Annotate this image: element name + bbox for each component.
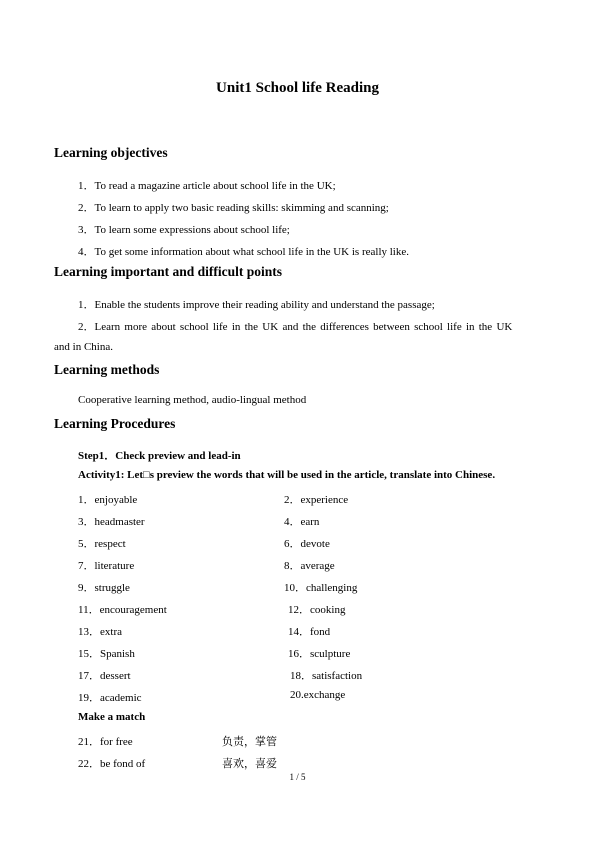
match-term: 21．for free (78, 736, 133, 748)
page-title: Unit1 School life Reading (216, 80, 379, 96)
word-item: 14．fond (288, 626, 331, 638)
match-definition: 喜欢，喜爱 (222, 757, 277, 770)
word-item: 9．struggle (78, 582, 130, 594)
word-item: 18．satisfaction (290, 670, 363, 682)
objective-item: 4．To get some information about what school life in the UK is really like. (78, 246, 409, 258)
page-number: 1 / 5 (289, 772, 306, 782)
word-item: 7．literature (78, 560, 135, 572)
point-item: 1．Enable the students improve their reading ability and understand the passage; (78, 299, 435, 311)
word-item: 5．respect (78, 538, 126, 550)
word-item: 11．encouragement (78, 604, 167, 616)
objective-item: 1．To read a magazine article about school life in the UK; (78, 180, 336, 192)
methods-text: Cooperative learning method, audio-lingual method (78, 394, 307, 406)
word-item: 19．academic (78, 692, 142, 704)
word-item: 10．challenging (284, 582, 358, 594)
word-item: 12．cooking (288, 604, 346, 616)
word-item: 20.exchange (290, 689, 346, 701)
procedures-heading: Learning Procedures (54, 416, 176, 431)
word-item: 8．average (284, 560, 335, 572)
word-item: 6．devote (284, 538, 330, 550)
match-heading: Make a match (78, 711, 146, 723)
point-item-continued: and in China. (54, 341, 113, 353)
match-definition: 负责，掌管 (222, 735, 277, 748)
word-item: 17．dessert (78, 670, 131, 682)
word-item: 4．earn (284, 516, 320, 528)
points-heading: Learning important and difficult points (54, 264, 283, 279)
word-item: 16．sculpture (288, 648, 351, 660)
objective-item: 2．To learn to apply two basic reading skills: skimming and scanning; (78, 202, 389, 214)
objective-item: 3．To learn some expressions about school life; (78, 224, 290, 236)
word-item: 3．headmaster (78, 516, 145, 528)
methods-heading: Learning methods (54, 362, 160, 377)
objectives-heading: Learning objectives (54, 145, 168, 160)
word-item: 13．extra (78, 626, 122, 638)
activity1-heading: Activity1: Let□s preview the words that will be used in the article, translate into Chinese. (78, 469, 496, 481)
step1-heading: Step1．Check preview and lead-in (78, 450, 241, 462)
point-item: 2．Learn more about school life in the UK and the differences between school life in the UK (78, 321, 513, 333)
word-item: 1．enjoyable (78, 494, 138, 506)
word-item: 15．Spanish (78, 648, 135, 660)
word-item: 2．experience (284, 494, 349, 506)
match-term: 22．be fond of (78, 758, 146, 770)
